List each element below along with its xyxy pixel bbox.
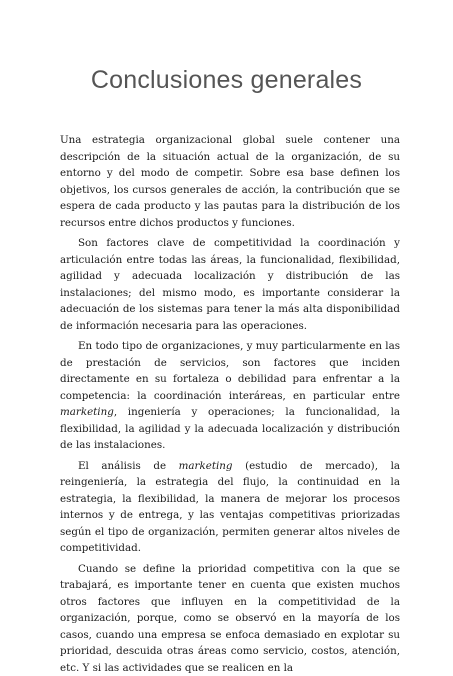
paragraph <box>60 561 400 676</box>
paragraph <box>60 132 400 231</box>
paragraph <box>60 338 400 454</box>
body-text <box>60 132 400 676</box>
italic-term: marketing <box>179 460 233 472</box>
text-run: El análisis de <box>78 460 179 472</box>
text-run: , ingeniería y operaciones; la funcionalidad, la flexibilidad, la agilidad y la adecuada localización y distribución de las instalaciones. <box>60 406 400 451</box>
paragraph <box>60 235 400 334</box>
text-run: Una estrategia organizacional global suele contener una descripción de la situación actual de la organización, de su entorno y del modo de competir. Sobre esa base definen los objetivos, los cursos generales de acción, la contribución que se espera de cada producto y las pautas para la distribución de los recursos entre dichos productos y funciones. <box>60 134 400 229</box>
text-run: (estudio de mercado), la reingeniería, la estrategia del flujo, la continuidad en la estrategia, la flexibilidad, la manera de mejorar los procesos internos y de entrega, y las ventajas competitivas priorizadas según el tipo de organización, permiten generar altos niveles de competitividad. <box>60 460 400 555</box>
italic-term: marketing <box>60 406 114 418</box>
text-run: Cuando se define la prioridad competitiva con la que se trabajará, es importante tener en cuenta que existen muchos otros factores que influyen en la competitividad de la organización, porque, como se observó en la mayoría de los casos, cuando una empresa se enfoca demasiado en explotar su prioridad, descuida otras áreas como servicio, costos, atención, etc. Y si las actividades que se realicen en la <box>60 563 400 674</box>
text-run: Son factores clave de competitividad la coordinación y articulación entre todas las áreas, la funcionalidad, flexibilidad, agilidad y adecuada localización y distribución de las instalaciones; del mismo modo, es importante considerar la adecuación de los sistemas para tener la más alta disponibilidad de información necesaria para las operaciones. <box>60 237 400 332</box>
paragraph <box>60 458 400 557</box>
chapter-title: Conclusiones generales <box>0 66 453 95</box>
text-run: En todo tipo de organizaciones, y muy particularmente en las de prestación de servicios, son factores que inciden directamente en su fortaleza o debilidad para enfrentar a la competencia: la coordinación interáreas, en particular entre <box>60 340 400 402</box>
